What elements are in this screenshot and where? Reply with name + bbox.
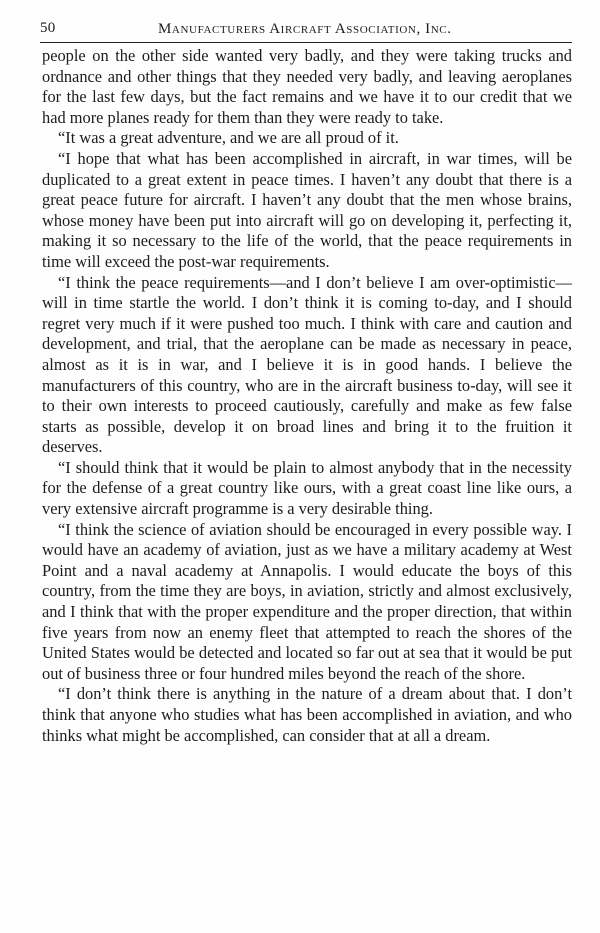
paragraph: “I hope that what has been accomplished in aircraft, in war times, will be duplicated to a great extent in peace times. I haven’t any doubt that there is a great peace future for aircraft. I haven’t any doubt that the men whose brains, whose money have been put into aircraft will go on developing it, perfecting it, making it so necessary to the life of the world, that the peace requirements in time will exceed the post-war requirements. — [42, 148, 572, 271]
paragraph: “I should think that it would be plain to almost anybody that in the necessity for the defense of a great country like ours, with a great coast line like ours, a very extensive aircraft programme is a very desirable thing. — [42, 457, 572, 519]
body-text — [42, 46, 572, 746]
header-rule — [40, 42, 572, 43]
running-head: Manufacturers Aircraft Association, Inc. — [158, 21, 452, 37]
page-number: 50 — [40, 20, 56, 36]
paragraph: “I think the peace requirements—and I don’t believe I am over-optimistic—will in time startle the world. I don’t think it is coming to-day, and I should regret very much if it were pushed too much. I think with care and caution and development, and trial, that the aeroplane can be made as necessary in peace, almost as it is in war, and I believe it is in good hands. I believe the manufacturers of this country, who are in the aircraft business to-day, will see it to their own interests to proceed cautiously, carefully and make as few false starts as possible, develop it on broad lines and bring it to the fruition it deserves. — [42, 272, 572, 457]
paragraph: “It was a great adventure, and we are all proud of it. — [58, 128, 399, 148]
paragraph: “I think the science of aviation should be encouraged in every possible way. I would have an academy of aviation, just as we have a military academy at West Point and a naval academy at Annapolis. I would educate the boys of this country, from the time they are boys, in aviation, strictly and almost exclusively, and I think that with the proper expenditure and the proper direction, that within five years from now an enemy fleet that attempted to reach the shores of the United States would be detected and located so far out at sea that it would be put out of business three or four hundred miles beyond the reach of the shore. — [42, 519, 572, 683]
paragraph-continued: people on the other side wanted very badly, and they were taking trucks and ordnance and other things that they needed very badly, and leaving aeroplanes for the last few days, but the fact remains and we have it to our credit that we had more planes ready for them than they were ready to take. — [42, 46, 572, 127]
page-header — [40, 20, 572, 42]
paragraph: “I don’t think there is anything in the nature of a dream about that. I don’t think that anyone who studies what has been accomplished in aviation, and who thinks what might be accomplished, can consider that at all a dream. — [42, 684, 572, 745]
